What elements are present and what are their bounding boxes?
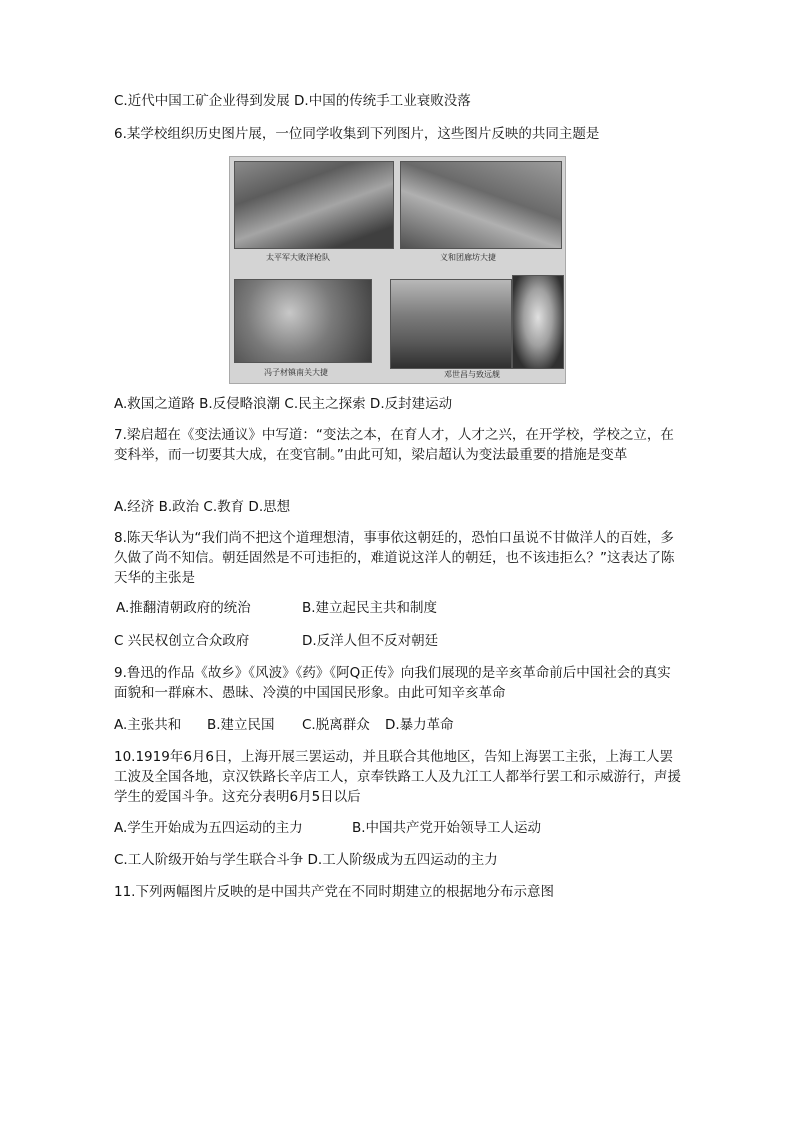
photo-boxer-langfang: [400, 161, 562, 249]
q8-option-a: A.推翻清朝政府的统治: [116, 600, 251, 616]
q7-stem: 7.梁启超在《变法通议》中写道：“变法之本，在育人才，人才之兴，在开学校，学校之立，在变科举，而一切要其大成，在变官制。”由此可知，梁启超认为变法最重要的措施是变革: [114, 427, 674, 463]
q10-option-a: A.学生开始成为五四运动的主力: [114, 820, 303, 836]
q9-option-d: D.暴力革命: [385, 717, 454, 733]
caption-2: 义和团廊坊大捷: [440, 253, 496, 262]
q6-options: A.救国之道路 B.反侵略浪潮 C.民主之探索 D.反封建运动: [114, 396, 453, 412]
q7-options: A.经济 B.政治 C.教育 D.思想: [114, 499, 291, 515]
q11-stem: 11.下列两幅图片反映的是中国共产党在不同时期建立的根据地分布示意图: [114, 884, 554, 900]
q8-option-b: B.建立起民主共和制度: [302, 600, 438, 616]
q10-options-cd: C.工人阶级开始与学生联合斗争 D.工人阶级成为五四运动的主力: [114, 852, 498, 868]
q6-stem: 6.某学校组织历史图片展，一位同学收集到下列图片，这些图片反映的共同主题是: [114, 126, 600, 142]
q6-photo-collage: [229, 156, 566, 384]
q5-options-cd: C.近代中国工矿企业得到发展 D.中国的传统手工业衰败没落: [114, 93, 471, 109]
caption-3: 冯子材镇南关大捷: [264, 368, 328, 377]
q9-option-a: A.主张共和: [114, 717, 182, 733]
photo-deng-shichang-portrait: [512, 275, 564, 369]
q9-option-b: B.建立民国: [207, 717, 275, 733]
photo-feng-zicai: [234, 279, 372, 363]
photo-warship-battle: [390, 279, 512, 369]
q10-stem: 10.1919年6月6日，上海开展三罢运动，并且联合其他地区，告知上海罢工主张，上海工人罢工波及全国各地，京汉铁路长辛店工人，京奉铁路工人及九江工人都举行罢工和示威游行，声援学生的爱国斗争。这充分表明6月5日以后: [114, 749, 681, 805]
q8-option-d: D.反洋人但不反对朝廷: [302, 633, 439, 649]
q9-stem: 9.鲁迅的作品《故乡》《风波》《药》《阿Q正传》向我们展现的是辛亥革命前后中国社会的真实面貌和一群麻木、愚昧、冷漠的中国国民形象。由此可知辛亥革命: [114, 665, 671, 701]
q10-option-b: B.中国共产党开始领导工人运动: [352, 820, 542, 836]
q8-stem: 8.陈天华认为“我们尚不把这个道理想清，事事依这朝廷的，恐怕口虽说不甘做洋人的百姓，多久做了尚不知信。朝廷固然是不可违拒的，难道说这洋人的朝廷，也不该违拒么？”这表达了陈天华的主张是: [114, 530, 675, 586]
caption-4: 邓世昌与致远舰: [444, 370, 500, 379]
q9-option-c: C.脱离群众: [302, 717, 370, 733]
q8-option-c: C 兴民权创立合众政府: [114, 633, 250, 649]
caption-1: 太平军大败洋枪队: [266, 253, 330, 262]
photo-taiping-army: [234, 161, 394, 249]
